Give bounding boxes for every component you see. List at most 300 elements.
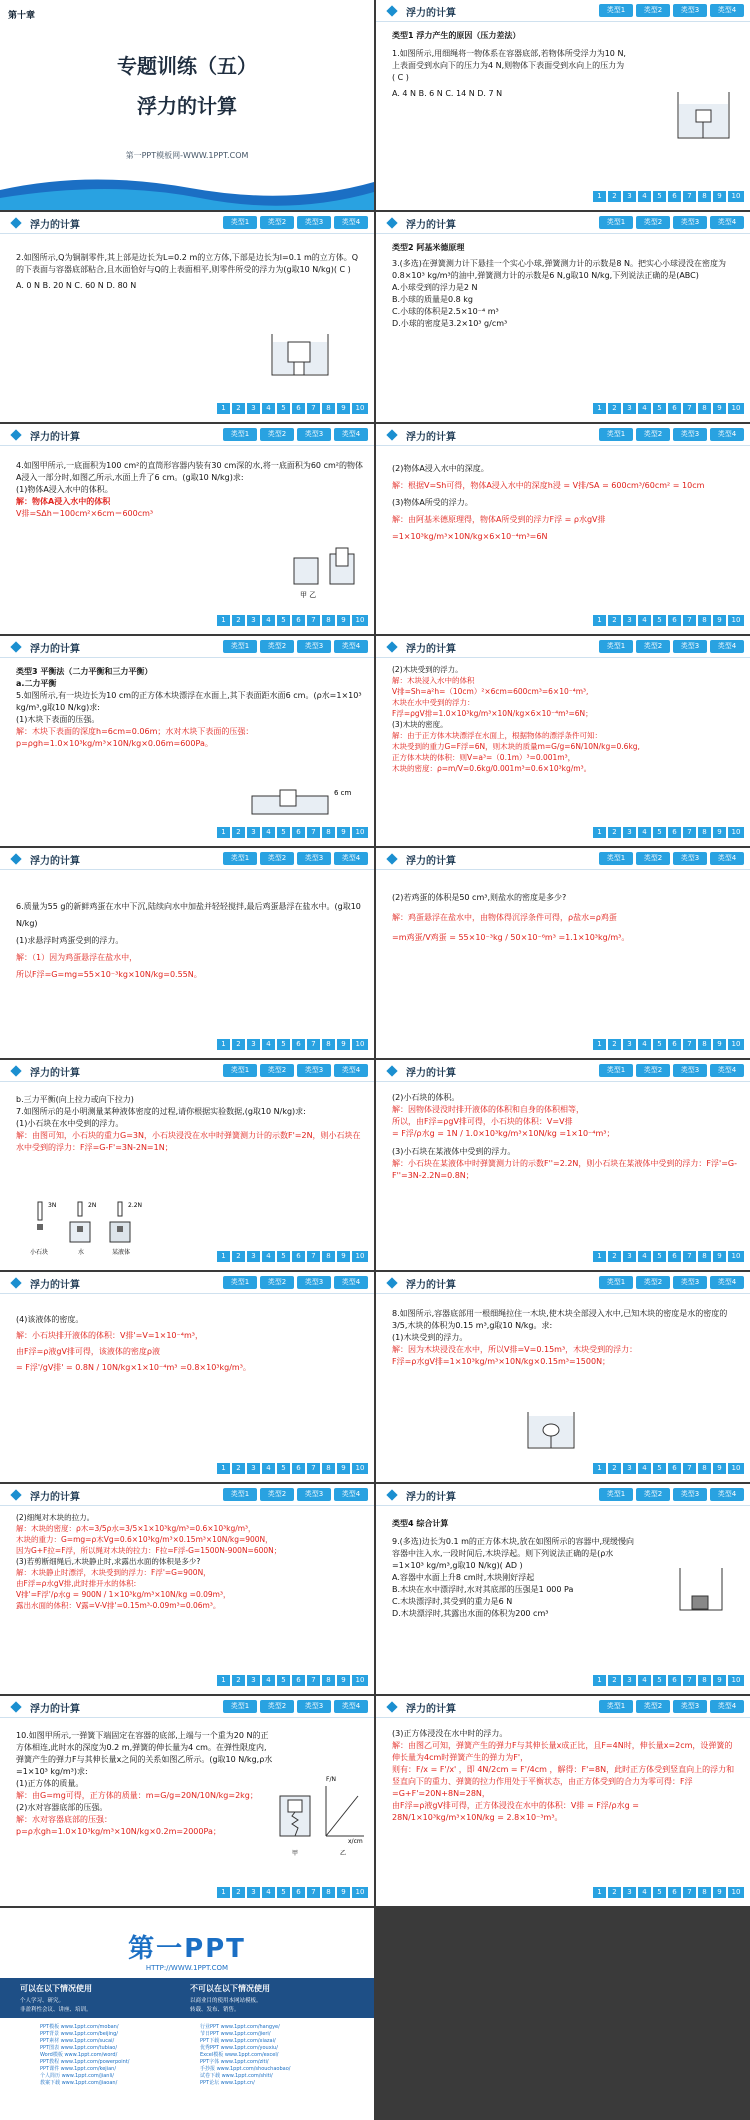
footer-link[interactable]: PPT字体 www.1ppt.com/ziti/ xyxy=(200,2059,269,2065)
page-button-6[interactable]: 6 xyxy=(668,191,681,202)
page-button-5[interactable]: 5 xyxy=(277,615,290,626)
page-button-1[interactable]: 1 xyxy=(593,1039,606,1050)
page-button-9[interactable]: 9 xyxy=(713,827,726,838)
tab-type4[interactable]: 类型4 xyxy=(710,428,744,441)
page-button-10[interactable]: 10 xyxy=(728,403,744,414)
page-button-3[interactable]: 3 xyxy=(623,827,636,838)
page-button-1[interactable]: 1 xyxy=(593,403,606,414)
page-button-1[interactable]: 1 xyxy=(217,1463,230,1474)
page-button-3[interactable]: 3 xyxy=(247,1039,260,1050)
page-button-10[interactable]: 10 xyxy=(352,1251,368,1262)
page-button-4[interactable]: 4 xyxy=(638,1675,651,1686)
page-button-5[interactable]: 5 xyxy=(653,1463,666,1474)
tab-type3[interactable]: 类型3 xyxy=(297,428,331,441)
page-button-2[interactable]: 2 xyxy=(232,827,245,838)
footer-link[interactable]: 手抄报 www.1ppt.com/shouchaobao/ xyxy=(200,2066,291,2072)
page-button-9[interactable]: 9 xyxy=(713,615,726,626)
tab-type2[interactable]: 类型2 xyxy=(260,852,294,865)
page-button-4[interactable]: 4 xyxy=(638,615,651,626)
cover-site: 第一PPT模板网-WWW.1PPT.COM xyxy=(125,151,249,160)
tab-type1[interactable]: 类型1 xyxy=(599,4,633,17)
page-button-1[interactable]: 1 xyxy=(593,1887,606,1898)
page-button-5[interactable]: 5 xyxy=(653,1039,666,1050)
page-button-2[interactable]: 2 xyxy=(232,1039,245,1050)
page-button-2[interactable]: 2 xyxy=(608,403,621,414)
slide-6[interactable] xyxy=(376,424,750,634)
tab-type4[interactable]: 类型4 xyxy=(334,428,368,441)
tab-type2[interactable]: 类型2 xyxy=(636,640,670,653)
page-button-7[interactable]: 7 xyxy=(307,615,320,626)
page-button-4[interactable]: 4 xyxy=(262,1039,275,1050)
tab-type1[interactable]: 类型1 xyxy=(223,216,257,229)
caption-stone: 小石块 xyxy=(30,1249,49,1256)
page-button-8[interactable]: 8 xyxy=(698,1039,711,1050)
page-button-6[interactable]: 6 xyxy=(668,1039,681,1050)
page-button-4[interactable]: 4 xyxy=(262,615,275,626)
slide-12[interactable] xyxy=(376,1060,750,1270)
page-button-7[interactable]: 7 xyxy=(683,1039,696,1050)
page-button-2[interactable]: 2 xyxy=(608,1463,621,1474)
page-button-9[interactable]: 9 xyxy=(337,1251,350,1262)
page-button-4[interactable]: 4 xyxy=(638,1463,651,1474)
footer-link[interactable]: 优秀PPT www.1ppt.com/youxiu/ xyxy=(200,2045,278,2051)
page-button-9[interactable]: 9 xyxy=(713,1887,726,1898)
page-button-6[interactable]: 6 xyxy=(668,615,681,626)
page-button-6[interactable]: 6 xyxy=(668,403,681,414)
page-button-3[interactable]: 3 xyxy=(247,1251,260,1262)
page-button-6[interactable]: 6 xyxy=(668,827,681,838)
slide-body xyxy=(392,888,740,948)
page-button-3[interactable]: 3 xyxy=(623,1463,636,1474)
page-button-4[interactable]: 4 xyxy=(262,1463,275,1474)
section-subtitle: a.二力平衡 xyxy=(16,679,57,688)
page-button-3[interactable]: 3 xyxy=(247,1463,260,1474)
tab-type4[interactable]: 类型4 xyxy=(710,4,744,17)
page-button-9[interactable]: 9 xyxy=(337,827,350,838)
page-button-7[interactable]: 7 xyxy=(307,1887,320,1898)
slide-17[interactable] xyxy=(0,1696,374,1906)
page-button-2[interactable]: 2 xyxy=(232,1463,245,1474)
slide-title: 浮力的计算 xyxy=(406,1280,456,1291)
slide-16[interactable] xyxy=(376,1484,750,1694)
page-button-4[interactable]: 4 xyxy=(262,1675,275,1686)
tab-type1[interactable]: 类型1 xyxy=(223,428,257,441)
page-button-4[interactable]: 4 xyxy=(262,827,275,838)
page-button-3[interactable]: 3 xyxy=(247,1887,260,1898)
page-button-8[interactable]: 8 xyxy=(698,827,711,838)
tab-type2[interactable]: 类型2 xyxy=(636,852,670,865)
tab-type3[interactable]: 类型3 xyxy=(673,1064,707,1077)
diamond-icon xyxy=(386,1701,397,1712)
slide-11[interactable] xyxy=(0,1060,374,1270)
footer-link[interactable]: PPT下载 www.1ppt.com/xiazai/ xyxy=(200,2038,276,2044)
tab-type4[interactable]: 类型4 xyxy=(710,1064,744,1077)
tab-type1[interactable]: 类型1 xyxy=(599,428,633,441)
page-button-4[interactable]: 4 xyxy=(638,1887,651,1898)
page-button-7[interactable]: 7 xyxy=(683,191,696,202)
page-button-8[interactable]: 8 xyxy=(698,1251,711,1262)
page-button-6[interactable]: 6 xyxy=(292,827,305,838)
page-button-9[interactable]: 9 xyxy=(713,191,726,202)
page-button-1[interactable]: 1 xyxy=(593,827,606,838)
footer-link[interactable]: 节日PPT www.1ppt.com/jieri/ xyxy=(200,2031,271,2037)
tab-type3[interactable]: 类型3 xyxy=(673,428,707,441)
tab-type4[interactable]: 类型4 xyxy=(710,216,744,229)
page-button-2[interactable]: 2 xyxy=(608,615,621,626)
page-button-7[interactable]: 7 xyxy=(683,1675,696,1686)
page-button-8[interactable]: 8 xyxy=(698,403,711,414)
page-button-8[interactable]: 8 xyxy=(322,403,335,414)
can-use-line: 非盈利性会议、讲座、培训。 xyxy=(20,2007,92,2013)
page-button-5[interactable]: 5 xyxy=(277,1251,290,1262)
footer-link[interactable]: 个人简历 www.1ppt.com/jianli/ xyxy=(40,2073,114,2079)
slide-cover[interactable] xyxy=(0,0,374,210)
page-button-7[interactable]: 7 xyxy=(683,1887,696,1898)
tab-type3[interactable]: 类型3 xyxy=(673,1488,707,1501)
tab-type2[interactable]: 类型2 xyxy=(636,1064,670,1077)
tab-type3[interactable]: 类型3 xyxy=(297,1276,331,1289)
page-button-6[interactable]: 6 xyxy=(292,403,305,414)
slide-header xyxy=(0,848,374,870)
page-button-3[interactable]: 3 xyxy=(247,403,260,414)
page-button-7[interactable]: 7 xyxy=(683,1463,696,1474)
page-button-7[interactable]: 7 xyxy=(307,827,320,838)
page-button-7[interactable]: 7 xyxy=(307,1251,320,1262)
page-button-4[interactable]: 4 xyxy=(262,403,275,414)
page-button-10[interactable]: 10 xyxy=(728,1251,744,1262)
page-button-2[interactable]: 2 xyxy=(608,1675,621,1686)
page-button-2[interactable]: 2 xyxy=(608,1251,621,1262)
pagination xyxy=(593,191,744,202)
tab-type2[interactable]: 类型2 xyxy=(636,428,670,441)
tab-type2[interactable]: 类型2 xyxy=(636,1488,670,1501)
tab-type3[interactable]: 类型3 xyxy=(297,1064,331,1077)
page-button-7[interactable]: 7 xyxy=(307,1463,320,1474)
page-button-10[interactable]: 10 xyxy=(352,1463,368,1474)
page-button-5[interactable]: 5 xyxy=(277,403,290,414)
page-button-10[interactable]: 10 xyxy=(352,403,368,414)
page-button-1[interactable]: 1 xyxy=(217,1675,230,1686)
tab-type1[interactable]: 类型1 xyxy=(223,1700,257,1713)
tab-type2[interactable]: 类型2 xyxy=(260,216,294,229)
page-button-4[interactable]: 4 xyxy=(262,1887,275,1898)
tab-type4[interactable]: 类型4 xyxy=(710,1700,744,1713)
page-button-1[interactable]: 1 xyxy=(593,1675,606,1686)
page-button-6[interactable]: 6 xyxy=(668,1887,681,1898)
pagination xyxy=(217,1039,368,1050)
tab-type4[interactable]: 类型4 xyxy=(710,640,744,653)
footer-link[interactable]: PPT背景 www.1ppt.com/beijing/ xyxy=(40,2031,118,2037)
page-button-5[interactable]: 5 xyxy=(653,191,666,202)
page-button-9[interactable]: 9 xyxy=(713,1675,726,1686)
page-button-6[interactable]: 6 xyxy=(292,1463,305,1474)
option-a: A.容器中水面上升8 cm时,木块刚好浮起 xyxy=(392,1573,535,1582)
tab-type2[interactable]: 类型2 xyxy=(260,1064,294,1077)
page-button-3[interactable]: 3 xyxy=(623,403,636,414)
footer-link[interactable]: PPT模板 www.1ppt.com/moban/ xyxy=(40,2024,119,2030)
footer-link[interactable]: PPT论坛 www.1ppt.cn/ xyxy=(200,2080,255,2086)
page-button-8[interactable]: 8 xyxy=(698,615,711,626)
tab-type1[interactable]: 类型1 xyxy=(223,640,257,653)
tab-type4[interactable]: 类型4 xyxy=(334,1700,368,1713)
tab-type1[interactable]: 类型1 xyxy=(223,1276,257,1289)
tab-type3[interactable]: 类型3 xyxy=(673,852,707,865)
page-button-5[interactable]: 5 xyxy=(277,1463,290,1474)
tab-type2[interactable]: 类型2 xyxy=(636,216,670,229)
footer-link[interactable]: PPT课件 www.1ppt.com/kejian/ xyxy=(40,2066,117,2072)
page-button-8[interactable]: 8 xyxy=(322,1887,335,1898)
page-button-1[interactable]: 1 xyxy=(593,1463,606,1474)
page-button-9[interactable]: 9 xyxy=(713,1463,726,1474)
page-button-4[interactable]: 4 xyxy=(638,403,651,414)
page-button-10[interactable]: 10 xyxy=(728,615,744,626)
page-button-1[interactable]: 1 xyxy=(217,1887,230,1898)
page-button-1[interactable]: 1 xyxy=(593,1251,606,1262)
page-button-9[interactable]: 9 xyxy=(337,1463,350,1474)
page-button-2[interactable]: 2 xyxy=(232,403,245,414)
page-button-9[interactable]: 9 xyxy=(337,1887,350,1898)
footer-link[interactable]: Excel模板 www.1ppt.com/excel/ xyxy=(200,2052,279,2058)
page-button-8[interactable]: 8 xyxy=(698,1463,711,1474)
tab-type3[interactable]: 类型3 xyxy=(673,4,707,17)
tab-type2[interactable]: 类型2 xyxy=(260,1276,294,1289)
page-button-2[interactable]: 2 xyxy=(608,827,621,838)
page-button-4[interactable]: 4 xyxy=(638,1251,651,1262)
page-button-9[interactable]: 9 xyxy=(337,1039,350,1050)
slide-10[interactable] xyxy=(376,848,750,1058)
footer-link[interactable]: 试卷下载 www.1ppt.com/shiti/ xyxy=(200,2073,273,2079)
tab-type4[interactable]: 类型4 xyxy=(710,1276,744,1289)
tab-type3[interactable]: 类型3 xyxy=(297,1700,331,1713)
answer-line: 解：由于正方体木块漂浮在水面上，根据物体的漂浮条件可知： xyxy=(392,731,602,740)
tab-type4[interactable]: 类型4 xyxy=(334,1488,368,1501)
page-button-7[interactable]: 7 xyxy=(683,615,696,626)
slide-14[interactable] xyxy=(376,1272,750,1482)
option-c: C.木块漂浮时,其受到的重力是6 N xyxy=(392,1597,513,1606)
slide-18[interactable] xyxy=(376,1696,750,1906)
tab-type1[interactable]: 类型1 xyxy=(599,1276,633,1289)
page-button-5[interactable]: 5 xyxy=(277,1887,290,1898)
page-button-3[interactable]: 3 xyxy=(247,1675,260,1686)
page-button-8[interactable]: 8 xyxy=(698,1887,711,1898)
page-button-5[interactable]: 5 xyxy=(277,1675,290,1686)
page-button-9[interactable]: 9 xyxy=(713,1251,726,1262)
answer-line: 木块的重力：G=mg=ρ木Vg=0.6×10³kg/m³×0.15m³×10N/kg=900N， xyxy=(16,1535,273,1544)
page-button-2[interactable]: 2 xyxy=(232,615,245,626)
tab-type1[interactable]: 类型1 xyxy=(599,216,633,229)
page-button-8[interactable]: 8 xyxy=(322,1463,335,1474)
tab-type1[interactable]: 类型1 xyxy=(223,852,257,865)
page-button-1[interactable]: 1 xyxy=(217,615,230,626)
tab-type3[interactable]: 类型3 xyxy=(673,216,707,229)
page-button-2[interactable]: 2 xyxy=(608,191,621,202)
page-button-6[interactable]: 6 xyxy=(668,1251,681,1262)
pagination xyxy=(593,1887,744,1898)
slide-end[interactable] xyxy=(0,1908,374,2120)
footer-link[interactable]: 行业PPT www.1ppt.com/hangye/ xyxy=(200,2024,280,2030)
tethered-block-figure xyxy=(526,1410,576,1450)
page-button-2[interactable]: 2 xyxy=(608,1887,621,1898)
tab-type4[interactable]: 类型4 xyxy=(710,1488,744,1501)
page-button-7[interactable]: 7 xyxy=(683,403,696,414)
tab-type4[interactable]: 类型4 xyxy=(334,640,368,653)
tab-type4[interactable]: 类型4 xyxy=(334,1064,368,1077)
footer-link[interactable]: Word模板 www.1ppt.com/word/ xyxy=(40,2052,118,2058)
page-button-7[interactable]: 7 xyxy=(307,1675,320,1686)
page-button-10[interactable]: 10 xyxy=(352,827,368,838)
page-button-10[interactable]: 10 xyxy=(728,191,744,202)
tab-type2[interactable]: 类型2 xyxy=(636,1700,670,1713)
page-button-6[interactable]: 6 xyxy=(292,1887,305,1898)
page-button-3[interactable]: 3 xyxy=(623,191,636,202)
page-button-10[interactable]: 10 xyxy=(352,1039,368,1050)
page-button-6[interactable]: 6 xyxy=(292,615,305,626)
page-button-7[interactable]: 7 xyxy=(307,403,320,414)
tab-type4[interactable]: 类型4 xyxy=(334,216,368,229)
page-button-10[interactable]: 10 xyxy=(352,1887,368,1898)
slide-header xyxy=(376,424,750,446)
page-button-7[interactable]: 7 xyxy=(683,827,696,838)
tab-type2[interactable]: 类型2 xyxy=(260,1700,294,1713)
slide-2[interactable] xyxy=(376,0,750,210)
tab-type2[interactable]: 类型2 xyxy=(260,1488,294,1501)
slide-3[interactable] xyxy=(0,212,374,422)
tab-type3[interactable]: 类型3 xyxy=(673,1700,707,1713)
tab-type1[interactable]: 类型1 xyxy=(599,1488,633,1501)
footer-link[interactable]: PPT教程 www.1ppt.com/powerpoint/ xyxy=(40,2059,130,2065)
slide-8[interactable] xyxy=(376,636,750,846)
tab-type1[interactable]: 类型1 xyxy=(599,640,633,653)
page-button-6[interactable]: 6 xyxy=(292,1251,305,1262)
tab-type1[interactable]: 类型1 xyxy=(599,1700,633,1713)
page-button-8[interactable]: 8 xyxy=(698,1675,711,1686)
tab-type4[interactable]: 类型4 xyxy=(334,1276,368,1289)
page-button-2[interactable]: 2 xyxy=(232,1887,245,1898)
page-button-10[interactable]: 10 xyxy=(728,1675,744,1686)
page-button-4[interactable]: 4 xyxy=(262,1251,275,1262)
slide-15[interactable] xyxy=(0,1484,374,1694)
tab-type2[interactable]: 类型2 xyxy=(260,640,294,653)
page-button-8[interactable]: 8 xyxy=(322,1039,335,1050)
page-button-10[interactable]: 10 xyxy=(728,1463,744,1474)
page-button-6[interactable]: 6 xyxy=(292,1039,305,1050)
page-button-9[interactable]: 9 xyxy=(337,615,350,626)
page-button-5[interactable]: 5 xyxy=(653,1675,666,1686)
page-button-8[interactable]: 8 xyxy=(322,615,335,626)
tab-type3[interactable]: 类型3 xyxy=(297,216,331,229)
page-button-3[interactable]: 3 xyxy=(247,827,260,838)
tab-type3[interactable]: 类型3 xyxy=(673,1276,707,1289)
page-button-5[interactable]: 5 xyxy=(277,827,290,838)
tab-type2[interactable]: 类型2 xyxy=(260,428,294,441)
page-button-1[interactable]: 1 xyxy=(217,1039,230,1050)
page-button-10[interactable]: 10 xyxy=(728,827,744,838)
page-button-1[interactable]: 1 xyxy=(217,1251,230,1262)
page-button-8[interactable]: 8 xyxy=(322,827,335,838)
slide-header xyxy=(376,0,750,22)
page-button-6[interactable]: 6 xyxy=(668,1675,681,1686)
page-button-5[interactable]: 5 xyxy=(653,827,666,838)
page-button-3[interactable]: 3 xyxy=(623,1251,636,1262)
page-button-5[interactable]: 5 xyxy=(653,615,666,626)
page-button-4[interactable]: 4 xyxy=(638,1039,651,1050)
question-text: 5.如图所示,有一块边长为10 cm的正方体木块漂浮在水面上,其下表面距水面6 cm。(ρ水=1×10³ kg/m³,g取10 N/kg)求: xyxy=(16,691,362,712)
tab-type2[interactable]: 类型2 xyxy=(636,4,670,17)
page-button-7[interactable]: 7 xyxy=(307,1039,320,1050)
page-button-6[interactable]: 6 xyxy=(292,1675,305,1686)
page-button-2[interactable]: 2 xyxy=(232,1251,245,1262)
page-button-9[interactable]: 9 xyxy=(713,1039,726,1050)
slide-9[interactable] xyxy=(0,848,374,1058)
page-button-8[interactable]: 8 xyxy=(322,1675,335,1686)
page-button-4[interactable]: 4 xyxy=(638,191,651,202)
page-button-3[interactable]: 3 xyxy=(623,1039,636,1050)
page-button-3[interactable]: 3 xyxy=(247,615,260,626)
page-button-8[interactable]: 8 xyxy=(698,191,711,202)
page-button-5[interactable]: 5 xyxy=(653,1251,666,1262)
page-button-3[interactable]: 3 xyxy=(623,1675,636,1686)
page-button-5[interactable]: 5 xyxy=(653,1887,666,1898)
page-button-4[interactable]: 4 xyxy=(638,827,651,838)
diamond-icon xyxy=(386,5,397,16)
slide-7[interactable] xyxy=(0,636,374,846)
page-button-10[interactable]: 10 xyxy=(352,1675,368,1686)
page-button-10[interactable]: 10 xyxy=(728,1887,744,1898)
tab-type3[interactable]: 类型3 xyxy=(297,852,331,865)
page-button-9[interactable]: 9 xyxy=(337,403,350,414)
page-button-9[interactable]: 9 xyxy=(713,403,726,414)
tab-type3[interactable]: 类型3 xyxy=(297,640,331,653)
tab-type1[interactable]: 类型1 xyxy=(599,1064,633,1077)
slide-5[interactable] xyxy=(0,424,374,634)
page-button-1[interactable]: 1 xyxy=(593,615,606,626)
page-button-10[interactable]: 10 xyxy=(728,1039,744,1050)
tab-type1[interactable]: 类型1 xyxy=(599,852,633,865)
tab-type3[interactable]: 类型3 xyxy=(673,640,707,653)
sub-question: (3)正方体浸没在水中时的浮力。 xyxy=(392,1729,508,1738)
tab-type1[interactable]: 类型1 xyxy=(223,1488,257,1501)
page-button-7[interactable]: 7 xyxy=(683,1251,696,1262)
page-button-6[interactable]: 6 xyxy=(668,1463,681,1474)
tab-type4[interactable]: 类型4 xyxy=(710,852,744,865)
tab-type4[interactable]: 类型4 xyxy=(334,852,368,865)
tab-type1[interactable]: 类型1 xyxy=(223,1064,257,1077)
slide-4[interactable] xyxy=(376,212,750,422)
page-button-10[interactable]: 10 xyxy=(352,615,368,626)
slide-body xyxy=(16,1512,364,1611)
tab-type3[interactable]: 类型3 xyxy=(297,1488,331,1501)
answer-line: 露出水面的体积：V露=V-V排'=0.15m³-0.09m³=0.06m³。 xyxy=(16,1601,221,1610)
page-button-1[interactable]: 1 xyxy=(217,827,230,838)
footer-link[interactable]: 教案下载 www.1ppt.com/jiaoan/ xyxy=(40,2080,118,2086)
slide-13[interactable] xyxy=(0,1272,374,1482)
page-button-2[interactable]: 2 xyxy=(608,1039,621,1050)
page-button-8[interactable]: 8 xyxy=(322,1251,335,1262)
footer-link[interactable]: PPT素材 www.1ppt.com/sucai/ xyxy=(40,2038,115,2044)
tab-type2[interactable]: 类型2 xyxy=(636,1276,670,1289)
page-button-5[interactable]: 5 xyxy=(277,1039,290,1050)
page-button-1[interactable]: 1 xyxy=(217,403,230,414)
page-button-5[interactable]: 5 xyxy=(653,403,666,414)
footer-link[interactable]: PPT图表 www.1ppt.com/tubiao/ xyxy=(40,2045,118,2051)
page-button-2[interactable]: 2 xyxy=(232,1675,245,1686)
page-button-3[interactable]: 3 xyxy=(623,1887,636,1898)
page-button-9[interactable]: 9 xyxy=(337,1675,350,1686)
page-button-1[interactable]: 1 xyxy=(593,191,606,202)
page-button-3[interactable]: 3 xyxy=(623,615,636,626)
sub-question: (2)小石块的体积。 xyxy=(392,1093,460,1102)
part-figure xyxy=(270,332,330,377)
